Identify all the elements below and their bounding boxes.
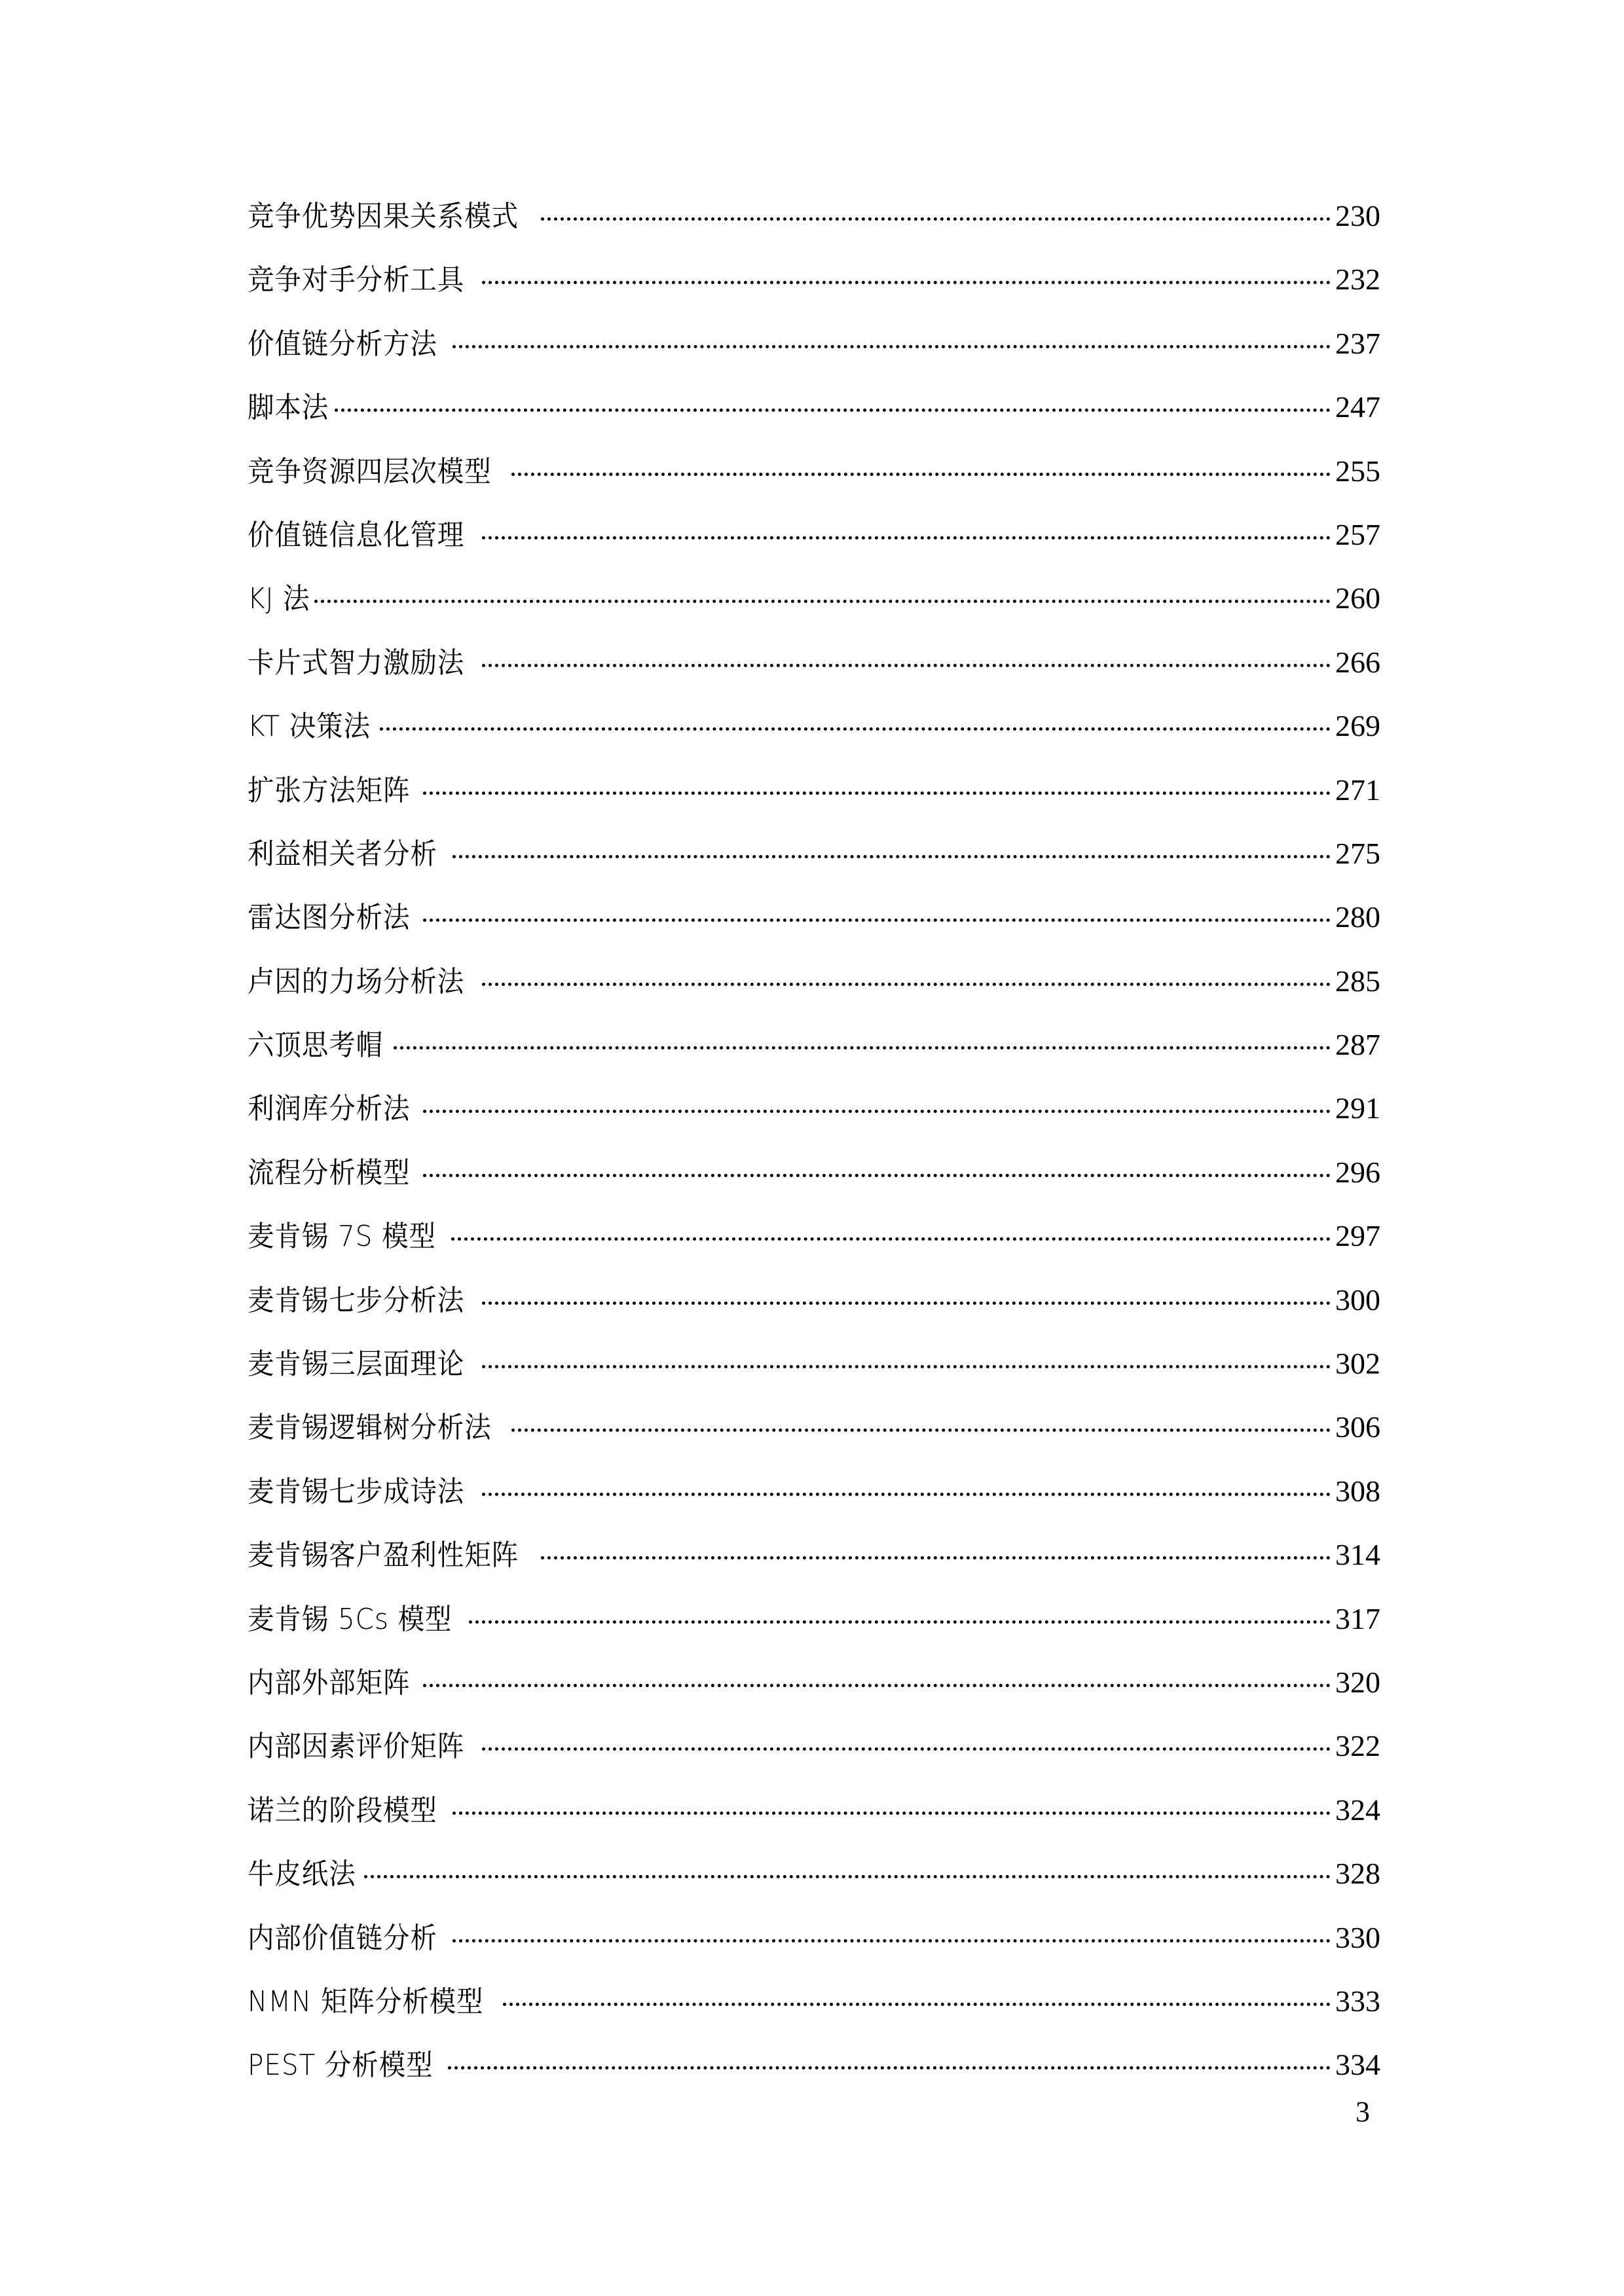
toc-entry[interactable] (248, 898, 1380, 961)
toc-entry[interactable] (248, 1472, 1380, 1535)
dot-leader (511, 473, 1331, 476)
dot-leader (394, 1046, 1331, 1049)
toc-entry[interactable] (248, 452, 1380, 515)
toc-entry-title: 六顶思考帽 (248, 1029, 383, 1063)
dot-leader (482, 1747, 1331, 1751)
toc-entry-title: 诺兰的阶段模型 (248, 1793, 437, 1827)
toc-entry-page-number: 334 (1335, 2048, 1380, 2082)
toc-entry-page-number: 232 (1335, 263, 1380, 297)
dot-leader (482, 1493, 1331, 1496)
toc-entry[interactable] (248, 388, 1380, 451)
toc-entry-page-number: 302 (1335, 1347, 1380, 1381)
toc-entry-title: 竞争对手分析工具 (248, 263, 465, 297)
toc-entry-title: 竞争资源四层次模型 (248, 454, 492, 488)
toc-entry-title: 内部外部矩阵 (248, 1666, 411, 1700)
toc-entry-page-number: 266 (1335, 645, 1380, 679)
toc-entry-title: 麦肯锡三层面理论 (248, 1347, 465, 1381)
toc-entry-page-number: 333 (1335, 1984, 1380, 2018)
dot-leader (448, 2066, 1331, 2069)
toc-entry-page-number: 330 (1335, 1920, 1380, 1954)
toc-entry-title: 价值链信息化管理 (248, 518, 465, 552)
dot-leader (541, 217, 1331, 221)
dot-leader (423, 1174, 1331, 1177)
toc-entry[interactable] (248, 834, 1380, 898)
toc-entry-title: 流程分析模型 (248, 1156, 411, 1190)
dot-leader (482, 664, 1331, 667)
toc-entry-page-number: 287 (1335, 1028, 1380, 1062)
dot-leader (469, 1620, 1331, 1624)
toc-entry-page-number: 285 (1335, 964, 1380, 998)
toc-entry-title: 麦肯锡逻辑树分析法 (248, 1411, 492, 1445)
toc-entry-title: 麦肯锡客户盈利性矩阵 (248, 1539, 519, 1573)
toc-entry[interactable] (248, 324, 1380, 388)
toc-entry-title: KT 决策法 (248, 710, 371, 744)
toc-entry[interactable] (248, 1663, 1380, 1726)
dot-leader (335, 409, 1331, 412)
toc-entry-title: 扩张方法矩阵 (248, 773, 411, 807)
toc-entry-page-number: 247 (1335, 390, 1380, 424)
toc-entry[interactable] (248, 1025, 1380, 1089)
toc-entry[interactable] (248, 260, 1380, 323)
toc-entry[interactable] (248, 1982, 1380, 2045)
toc-entry-title: 利润库分析法 (248, 1092, 411, 1126)
toc-entry-page-number: 257 (1335, 517, 1380, 551)
dot-leader (423, 1110, 1331, 1113)
dot-leader (482, 983, 1331, 986)
toc-entry[interactable] (248, 515, 1380, 579)
dot-leader (482, 1302, 1331, 1305)
toc-entry[interactable] (248, 1535, 1380, 1599)
toc-entry-page-number: 237 (1335, 326, 1380, 360)
dot-leader (452, 1812, 1331, 1815)
dot-leader (511, 1429, 1331, 1432)
toc-entry-title: 脚本法 (248, 391, 329, 425)
toc-entry-page-number: 296 (1335, 1155, 1380, 1189)
toc-entry-page-number: 230 (1335, 199, 1380, 232)
toc-entry-title: 卡片式智力激励法 (248, 646, 465, 680)
toc-entry-page-number: 300 (1335, 1283, 1380, 1317)
toc-entry[interactable] (248, 1599, 1380, 1663)
toc-entry-page-number: 291 (1335, 1091, 1380, 1125)
toc-entry-page-number: 314 (1335, 1538, 1380, 1572)
toc-entry-title: 利益相关者分析 (248, 837, 437, 871)
dot-leader (482, 1365, 1331, 1368)
dot-leader (423, 1684, 1331, 1687)
toc-entry-page-number: 306 (1335, 1410, 1380, 1444)
toc-entry-page-number: 324 (1335, 1793, 1380, 1827)
dot-leader (452, 345, 1331, 348)
toc-entry-page-number: 297 (1335, 1219, 1380, 1253)
dot-leader (482, 536, 1331, 539)
toc-entry[interactable] (248, 1089, 1380, 1152)
toc-entry[interactable] (248, 1408, 1380, 1471)
toc-entry[interactable] (248, 643, 1380, 706)
toc-entry[interactable] (248, 1918, 1380, 1982)
toc-entry-page-number: 260 (1335, 581, 1380, 615)
toc-entry[interactable] (248, 1344, 1380, 1408)
toc-entry[interactable] (248, 579, 1380, 642)
toc-entry-page-number: 308 (1335, 1474, 1380, 1508)
toc-entry-title: 麦肯锡七步成诗法 (248, 1474, 465, 1508)
toc-entry[interactable] (248, 1726, 1380, 1790)
dot-leader (482, 281, 1331, 284)
toc-entry[interactable] (248, 1791, 1380, 1854)
toc-entry-page-number: 269 (1335, 709, 1380, 743)
toc-entry[interactable] (248, 962, 1380, 1025)
toc-entry-title: NMN 矩阵分析模型 (248, 1984, 484, 2018)
toc-entry-page-number: 271 (1335, 773, 1380, 807)
toc-entry-page-number: 317 (1335, 1601, 1380, 1635)
toc-entry[interactable] (248, 1281, 1380, 1344)
toc-entry-title: 内部因素评价矩阵 (248, 1730, 465, 1764)
toc-entry[interactable] (248, 1153, 1380, 1216)
toc-entry-page-number: 322 (1335, 1729, 1380, 1763)
toc-entry-page-number: 275 (1335, 836, 1380, 870)
page-number: 3 (1356, 2096, 1370, 2128)
toc-entry-title: 竞争优势因果关系模式 (248, 200, 519, 233)
dot-leader (380, 727, 1331, 731)
toc-entry[interactable] (248, 2045, 1380, 2109)
toc-entry[interactable] (248, 1216, 1380, 1280)
toc-entry-page-number: 320 (1335, 1665, 1380, 1699)
toc-entry-title: PEST 分析模型 (248, 2049, 434, 2083)
toc-entry-title: 卢因的力场分析法 (248, 964, 465, 998)
dot-leader (452, 855, 1331, 858)
dot-leader (541, 1556, 1331, 1559)
dot-leader (314, 600, 1331, 603)
toc-entry-page-number: 280 (1335, 900, 1380, 934)
toc-entry-title: 麦肯锡 5Cs 模型 (248, 1602, 452, 1636)
toc-entry[interactable] (248, 1854, 1380, 1918)
toc-entry-title: 价值链分析方法 (248, 327, 437, 361)
dot-leader (452, 1939, 1331, 1942)
toc-entry-title: 麦肯锡七步分析法 (248, 1283, 465, 1317)
dot-leader (451, 1237, 1331, 1241)
toc-entry-title: 麦肯锡 7S 模型 (248, 1220, 436, 1254)
dot-leader (423, 919, 1331, 922)
toc-entry-title: 雷达图分析法 (248, 901, 411, 935)
toc-entry-page-number: 328 (1335, 1857, 1380, 1891)
toc-entry-page-number: 255 (1335, 454, 1380, 488)
dot-leader (503, 2003, 1331, 2006)
toc-entry-title: 牛皮纸法 (248, 1857, 356, 1891)
toc-entry[interactable] (248, 771, 1380, 834)
dot-leader (423, 792, 1331, 795)
toc-entry[interactable] (248, 706, 1380, 770)
toc-entry-title: 内部价值链分析 (248, 1921, 437, 1955)
dot-leader (364, 1875, 1331, 1878)
table-of-contents (248, 196, 1380, 2109)
toc-entry-title: KJ 法 (248, 582, 310, 616)
toc-entry[interactable] (248, 196, 1380, 260)
